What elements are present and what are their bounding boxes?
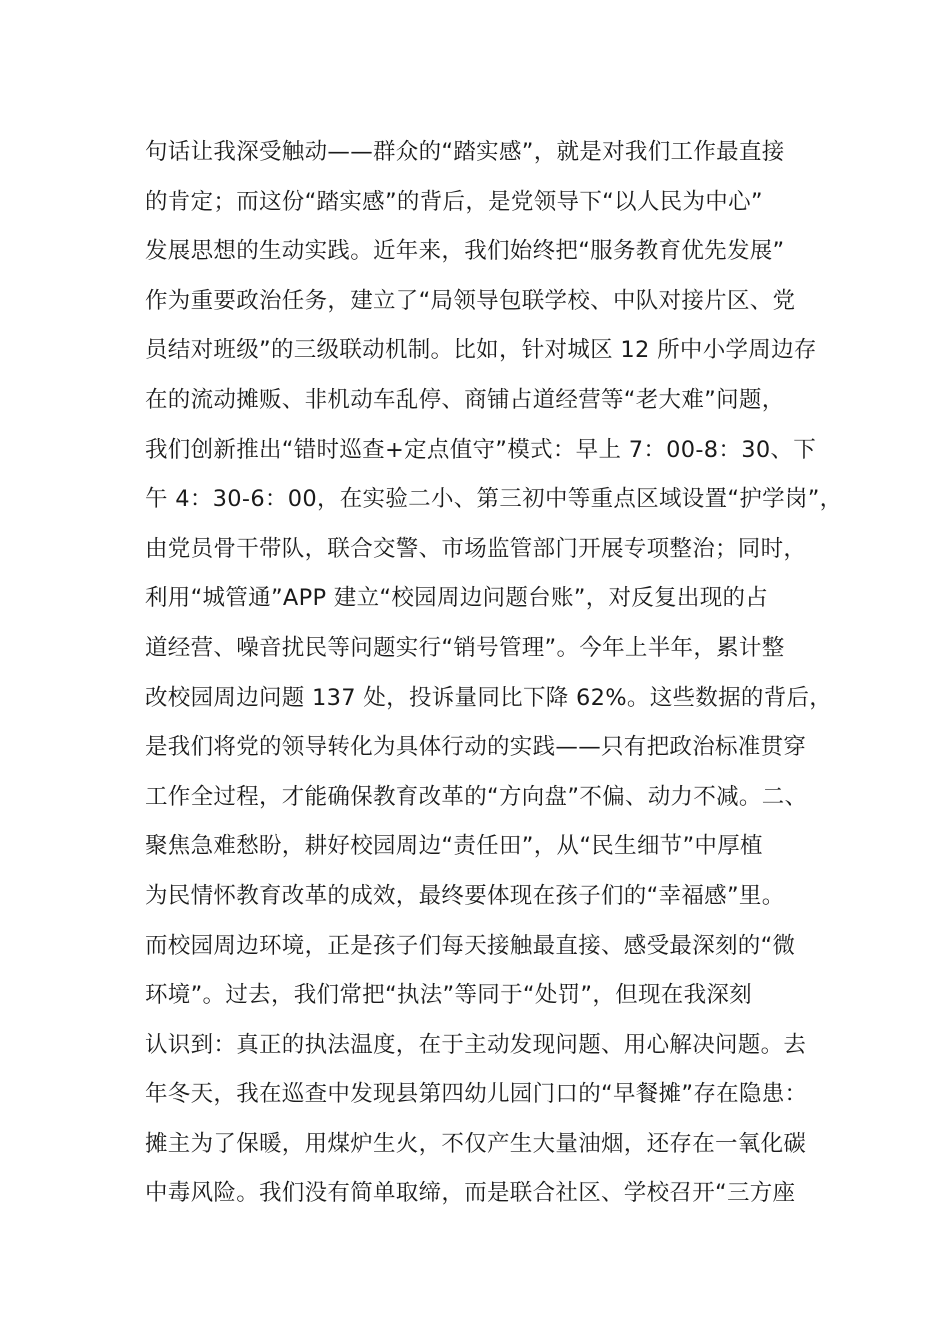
text-line: 我们创新推出“错时巡查+定点值守”模式：早上 7：00-8：30、下 bbox=[145, 436, 817, 463]
text-line: 午 4：30-6：00，在实验二小、第三初中等重点区域设置“护学岗”， bbox=[145, 486, 843, 513]
text-line: 工作全过程，才能确保教育改革的“方向盘”不偏、动力不减。二、 bbox=[145, 783, 808, 810]
text-line: 改校园周边问题 137 处，投诉量同比下降 62%。这些数据的背后， bbox=[145, 684, 833, 711]
text-line: 道经营、噪音扰民等问题实行“销号管理”。今年上半年，累计整 bbox=[145, 634, 785, 661]
text-line: 为民情怀教育改革的成效，最终要体现在孩子们的“幸福感”里。 bbox=[145, 882, 785, 909]
text-line: 作为重要政治任务，建立了“局领导包联学校、中队对接片区、党 bbox=[145, 287, 796, 314]
text-line: 年冬天，我在巡查中发现县第四幼儿园门口的“早餐摊”存在隐患： bbox=[145, 1081, 808, 1108]
text-line: 是我们将党的领导转化为具体行动的实践——只有把政治标准贯穿 bbox=[145, 734, 807, 761]
text-line: 而校园周边环境，正是孩子们每天接触最直接、感受最深刻的“微 bbox=[145, 932, 796, 959]
text-line: 发展思想的生动实践。近年来，我们始终把“服务教育优先发展” bbox=[145, 238, 785, 265]
text-line: 聚焦急难愁盼，耕好校园周边“责任田”，从“民生细节”中厚植 bbox=[145, 833, 763, 860]
text-line: 在的流动摊贩、非机动车乱停、商铺占道经营等“老大难”问题， bbox=[145, 386, 785, 413]
text-line: 环境”。过去，我们常把“执法”等同于“处罚”，但现在我深刻 bbox=[145, 982, 752, 1009]
text-line: 摊主为了保暖，用煤炉生火，不仅产生大量油烟，还存在一氧化碳 bbox=[145, 1130, 807, 1157]
text-line: 的肯定；而这份“踏实感”的背后，是党领导下“以人民为中心” bbox=[145, 188, 763, 215]
text-line: 句话让我深受触动——群众的“踏实感”，就是对我们工作最直接 bbox=[145, 139, 785, 165]
text-line: 中毒风险。我们没有简单取缔，而是联合社区、学校召开“三方座 bbox=[145, 1180, 796, 1207]
text-line: 认识到：真正的执法温度，在于主动发现问题、用心解决问题。去 bbox=[145, 1031, 807, 1058]
text-line: 由党员骨干带队，联合交警、市场监管部门开展专项整治；同时， bbox=[145, 535, 807, 562]
text-line: 员结对班级”的三级联动机制。比如，针对城区 12 所中小学周边存 bbox=[145, 337, 817, 364]
body-text bbox=[145, 131, 843, 1222]
text-line: 利用“城管通”APP 建立“校园周边问题台账”，对反复出现的占 bbox=[145, 585, 769, 612]
